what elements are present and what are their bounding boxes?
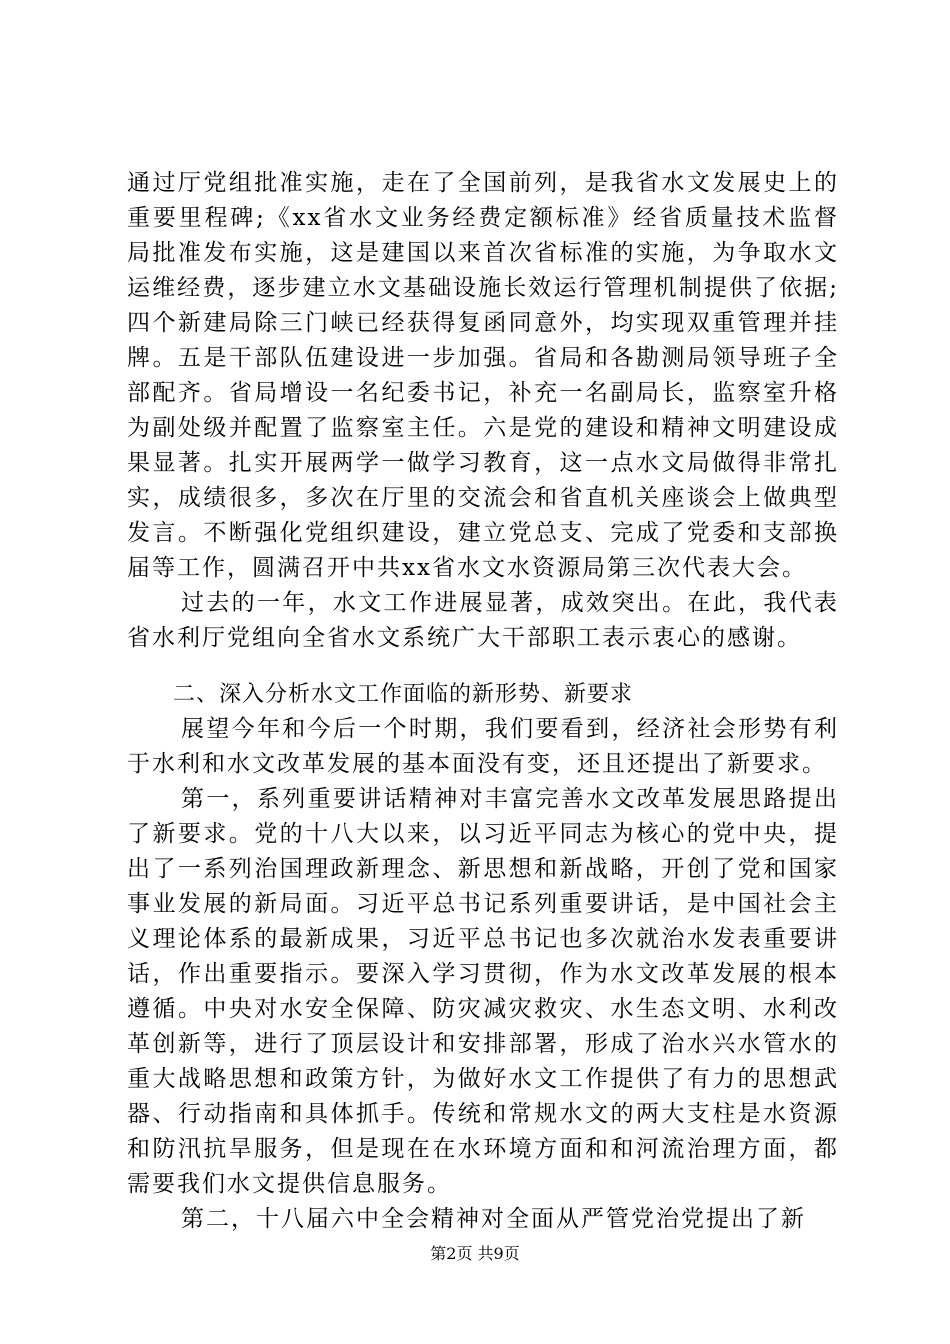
paragraph-first-point: 第一，系列重要讲话精神对丰富完善水文改革发展思路提出了新要求。党的十八大以来，以习近平同志为核心的党中央，提出了一系列治国理政新理念、新思想和新战略，开创了党和国家事业发展的新局面。习近平总书记系列重要讲话，是中国社会主义理论体系的最新成果，习近平总书记也多次就治水发表重要讲话，作出重要指示。要深入学习贯彻，作为水文改革发展的根本遵循。中央对水安全保障、防灾减灾救灾、水生态文明、水利改革创新等，进行了顶层设计和安排部署，形成了治水兴水管水的重大战略思想和政策方针，为做好水文工作提供了有力的思想武器、行动指南和具体抓手。传统和常规水文的两大支柱是水资源和防汛抗旱服务，但是现在在水环境方面和和河流治理方面，都需要我们水文提供信息服务。 bbox=[127, 786, 839, 1197]
paragraph-continuation: 通过厅党组批准实施，走在了全国前列，是我省水文发展史上的重要里程碑;《xx省水文业务经费定额标准》经省质量技术监督局批准发布实施，这是建国以来首次省标准的实施，为争取水文运维经费，逐步建立水文基础设施长效运行管理机制提供了依据;四个新建局除三门峡已经获得复函同意外，均实现双重管理并挂牌。五是干部队伍建设进一步加强。省局和各勘测局领导班子全部配齐。省局增设一名纪委书记，补充一名副局长，监察室升格为副处级并配置了监察室主任。六是党的建设和精神文明建设成果显著。扎实开展两学一做学习教育，这一点水文局做得非常扎实，成绩很多，多次在厅里的交流会和省直机关座谈会上做典型发言。不断强化党组织建设，建立党总支、完成了党委和支部换届等工作，圆满召开中共xx省水文水资源局第三次代表大会。 bbox=[127, 170, 839, 581]
paragraph-outlook: 展望今年和今后一个时期，我们要看到，经济社会形势有利于水利和水文改革发展的基本面没有变，还且还提出了新要求。 bbox=[127, 716, 839, 777]
paragraph-second-point: 第二，十八届六中全会精神对全面从严管党治党提出了新 bbox=[181, 1206, 806, 1232]
paragraph-thanks: 过去的一年，水文工作进展显著，成效突出。在此，我代表省水利厅党组向全省水文系统广大干部职工表示衷心的感谢。 bbox=[127, 590, 839, 651]
page-number-footer: 第2页 共9页 bbox=[430, 1244, 520, 1263]
document-body bbox=[127, 166, 839, 1237]
section-heading: 二、深入分析水文工作面临的新形势、新要求 bbox=[173, 682, 634, 707]
